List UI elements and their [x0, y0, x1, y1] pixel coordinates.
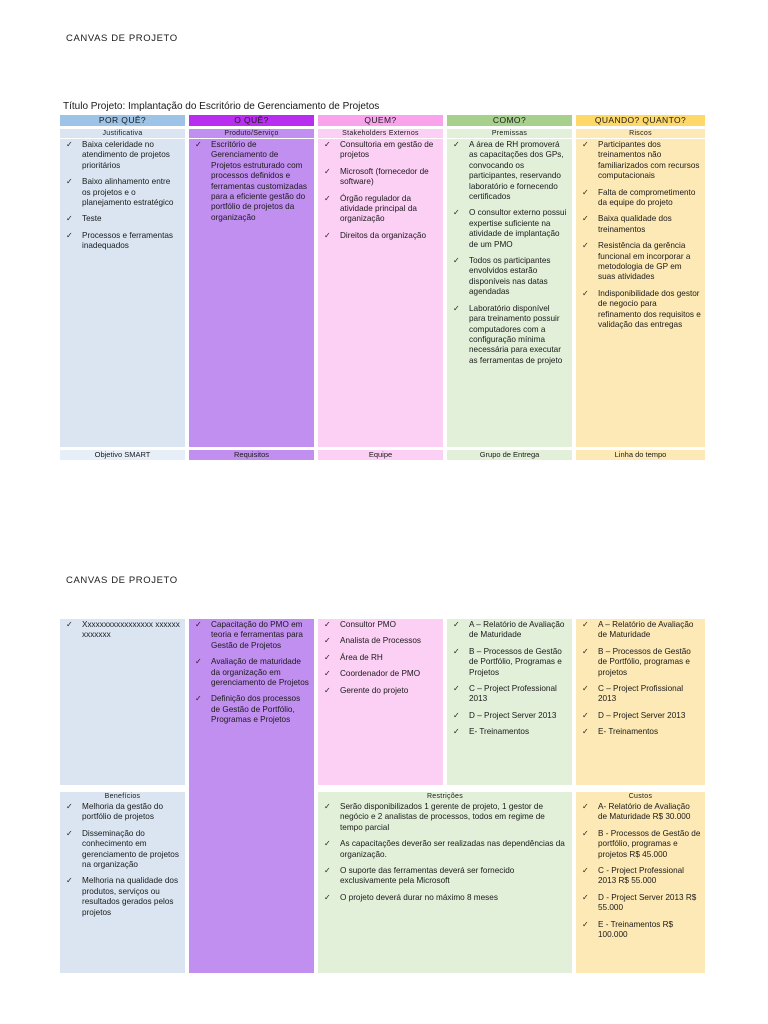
- footer-objetivo-smart: Objetivo SMART: [60, 450, 185, 460]
- list-item: ✓ Laboratório disponível para treinamento possuir computadores com a configuração mínima necessária para executar as ferramentas de projeto: [453, 304, 568, 366]
- list-item: ✓ Escritório de Gerenciamento de Projetos estruturado com processos definidos e ferramentas customizadas para a eficiente gestão do portfólio de projetos da organização: [195, 140, 310, 223]
- list-item: ✓ Consultoria em gestão de projetos: [324, 140, 439, 161]
- header-quem: QUEM?: [318, 115, 443, 126]
- objetivo-column: [60, 619, 185, 785]
- list-item: ✓ D – Project Server 2013: [453, 711, 568, 721]
- subheader-premissas: Premissas: [447, 129, 572, 138]
- list-item: ✓ Xxxxxxxxxxxxxxxxx xxxxxx xxxxxxx: [66, 620, 181, 641]
- list-item: ✓ C - Project Professional 2013 R$ 55.000: [582, 866, 701, 887]
- custos-column: [576, 801, 705, 973]
- label-beneficios: Benefícios: [60, 792, 185, 801]
- list-item: ✓ Consultor PMO: [324, 620, 439, 630]
- premissas-column: [447, 139, 572, 447]
- list-item: ✓ C – Project Professional 2013: [453, 684, 568, 705]
- list-item: ✓ O consultor externo possui expertise suficiente na atividade de implantação de um PMO: [453, 208, 568, 250]
- list-item: ✓ B - Processos de Gestão de portfólio, programas e projetos R$ 45.000: [582, 829, 701, 860]
- list-item: ✓ Coordenador de PMO: [324, 669, 439, 679]
- list-item: ✓ Participantes dos treinamentos não familiarizados com recursos computacionais: [582, 140, 701, 182]
- list-item: ✓ Indisponibilidade dos gestor de negocio para refinamento dos requisitos e validação das entregas: [582, 289, 701, 331]
- list-item: ✓ Melhoria na qualidade dos produtos, serviços ou resultados gerados pelos projetos: [66, 876, 181, 918]
- requisitos-column: [189, 619, 314, 973]
- list-item: ✓ A- Relatório de Avaliação de Maturidade R$ 30.000: [582, 802, 701, 823]
- label-restricoes: Restrições: [318, 792, 572, 801]
- header-o-que: O QUÊ?: [189, 115, 314, 126]
- list-item: ✓ Todos os participantes envolvidos estarão disponíveis nas datas agendadas: [453, 256, 568, 298]
- equipe-column: [318, 619, 443, 785]
- footer-equipe: Equipe: [318, 450, 443, 460]
- list-item: ✓ Baixa celeridade no atendimento de projetos prioritários: [66, 140, 181, 171]
- list-item: ✓ E- Treinamentos: [582, 727, 701, 737]
- list-item: ✓ Capacitação do PMO em teoria e ferramentas para Gestão de Projetos: [195, 620, 310, 651]
- list-item: ✓ B – Processos de Gestão de Portfólio, Programas e Projetos: [453, 647, 568, 678]
- riscos-column: [576, 139, 705, 447]
- list-item: ✓ Área de RH: [324, 653, 439, 663]
- list-item: ✓ Falta de comprometimento da equipe do projeto: [582, 188, 701, 209]
- list-item: ✓ Processos e ferramentas inadequados: [66, 231, 181, 252]
- list-item: ✓ As capacitações deverão ser realizadas nas dependências da organização.: [324, 839, 568, 860]
- list-item: ✓ Baixo alinhamento entre os projetos e o planejamento estratégico: [66, 177, 181, 208]
- list-item: ✓ D - Project Server 2013 R$ 55.000: [582, 893, 701, 914]
- list-item: ✓ Analista de Processos: [324, 636, 439, 646]
- list-item: ✓ Gerente do projeto: [324, 686, 439, 696]
- restricoes-column: [318, 801, 572, 973]
- list-item: ✓ O projeto deverá durar no máximo 8 meses: [324, 893, 568, 903]
- list-item: ✓ E - Treinamentos R$ 100.000: [582, 920, 701, 941]
- header-por-que: POR QUÊ?: [60, 115, 185, 126]
- list-item: ✓ Melhoria da gestão do portfólio de projetos: [66, 802, 181, 823]
- canvas-heading: CANVAS DE PROJETO: [66, 33, 178, 44]
- list-item: ✓ C – Project Profissional 2013: [582, 684, 701, 705]
- list-item: ✓ Definição dos processos de Gestão de Portfólio, Programas e Projetos: [195, 694, 310, 725]
- subheader-riscos: Riscos: [576, 129, 705, 138]
- list-item: ✓ Direitos da organização: [324, 231, 439, 241]
- entregas-column: [447, 619, 572, 785]
- list-item: ✓ Disseminação do conhecimento em gerenciamento de projetos na organização: [66, 829, 181, 871]
- list-item: ✓ B – Processos de Gestão de Portfólio, programas e projetos: [582, 647, 701, 678]
- list-item: ✓ Avaliação de maturidade da organização em gerenciamento de Projetos: [195, 657, 310, 688]
- list-item: ✓ Teste: [66, 214, 181, 224]
- list-item: ✓ Serão disponibilizados 1 gerente de projeto, 1 gestor de negócio e 2 analistas de processos, todos em regime de tempo parcial: [324, 802, 568, 833]
- list-item: ✓ Baixa qualidade dos treinamentos: [582, 214, 701, 235]
- label-custos: Custos: [576, 792, 705, 801]
- list-item: ✓ D – Project Server 2013: [582, 711, 701, 721]
- footer-grupo-entrega: Grupo de Entrega: [447, 450, 572, 460]
- list-item: ✓ Microsoft (fornecedor de software): [324, 167, 439, 188]
- list-item: ✓ A – Relatório de Avaliação de Maturidade: [453, 620, 568, 641]
- header-quando-quanto: QUANDO? QUANTO?: [576, 115, 705, 126]
- linha-tempo-column: [576, 619, 705, 785]
- justificativa-column: [60, 139, 185, 447]
- subheader-produto: Produto/Serviço: [189, 129, 314, 138]
- list-item: ✓ O suporte das ferramentas deverá ser fornecido exclusivamente pela Microsoft: [324, 866, 568, 887]
- canvas-heading: CANVAS DE PROJETO: [66, 575, 178, 586]
- list-item: ✓ A área de RH promoverá as capacitações dos GPs, convocando os participantes, reservando laboratório e fornecendo certificados: [453, 140, 568, 202]
- list-item: ✓ A – Relatório de Avaliação de Maturidade: [582, 620, 701, 641]
- subheader-justificativa: Justificativa: [60, 129, 185, 138]
- footer-requisitos: Requisitos: [189, 450, 314, 460]
- list-item: ✓ Órgão regulador da atividade principal da organização: [324, 194, 439, 225]
- subheader-stakeholders: Stakeholders Externos: [318, 129, 443, 138]
- footer-linha-tempo: Linha do tempo: [576, 450, 705, 460]
- beneficios-column: [60, 801, 185, 973]
- project-title: Título Projeto: Implantação do Escritório de Gerenciamento de Projetos: [63, 101, 380, 112]
- list-item: ✓ Resistência da gerência funcional em incorporar a metodologia de GP em suas atividades: [582, 241, 701, 283]
- produto-column: [189, 139, 314, 447]
- list-item: ✓ E- Treinamentos: [453, 727, 568, 737]
- header-como: COMO?: [447, 115, 572, 126]
- stakeholders-column: [318, 139, 443, 447]
